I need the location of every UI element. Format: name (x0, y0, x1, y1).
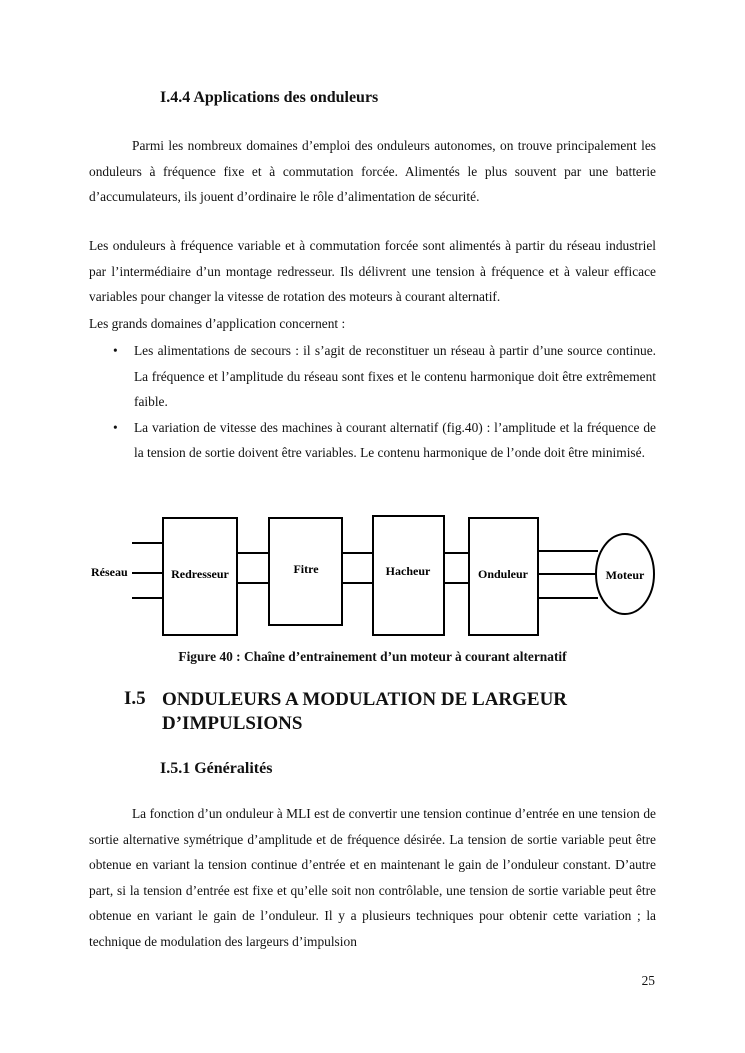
section-heading-1-4-4: I.4.4 Applications des onduleurs (160, 89, 379, 106)
hacheur-label: Hacheur (385, 564, 431, 578)
list-item (89, 338, 656, 415)
page-number: 25 (641, 973, 655, 988)
list-item-text: La variation de vitesse des machines à courant alternatif (fig.40) : l’amplitude et la fréquence de la tension de sortie doivent être variables. Le contenu harmonique de l’onde doit être minimisé. (134, 419, 656, 460)
list-item-text: Les alimentations de secours : il s’agit de reconstituer un réseau à partir d’une source continue. La fréquence et l’amplitude du réseau sont fixes et le contenu harmonique doit être extrêmement faible. (134, 343, 656, 409)
bullet-icon: • (113, 343, 118, 358)
application-list (89, 338, 656, 466)
reseau-label: Réseau (91, 565, 128, 579)
section-title-line1: ONDULEURS A MODULATION DE LARGEUR (162, 689, 568, 710)
section-title-1-5 (162, 688, 567, 736)
section-title-line2: D’IMPULSIONS (162, 713, 303, 734)
moteur-label: Moteur (605, 568, 645, 582)
figure-caption: Figure 40 : Chaîne d’entrainement d’un moteur à courant alternatif (178, 649, 567, 664)
list-item (89, 415, 656, 466)
redresseur-label: Redresseur (171, 567, 229, 581)
paragraph-variable-frequency: Les onduleurs à fréquence variable et à commutation forcée sont alimentés à partir du réseau industriel par l’intermédiaire d’un montage redresseur. Ils délivrent une tension à fréquence et à valeur efficace variables pour changer la vitesse de rotation des moteurs à courant alternatif. (89, 238, 656, 304)
bullet-icon: • (113, 419, 118, 435)
paragraph-fixed-frequency: Parmi les nombreux domaines d’emploi des onduleurs autonomes, on trouve principalement les onduleurs à fréquence fixe et à commutation forcée. Alimentés le plus souvent par une batterie d’accumulateurs, ils jouent d’ordinaire le rôle d’alimentation de sécurité. (89, 138, 656, 204)
section-number-1-5: I.5 (124, 688, 146, 709)
section-heading-1-5-1: I.5.1 Généralités (160, 760, 273, 777)
paragraph-application-domains: Les grands domaines d’application concernent : (89, 316, 346, 331)
drive-chain-diagram (88, 508, 658, 648)
filtre-label: Fitre (293, 562, 319, 576)
onduleur-label: Onduleur (477, 567, 529, 581)
paragraph-mli-generalities: La fonction d’un onduleur à MLI est de convertir une tension continue d’entrée en une tension de sortie alternative symétrique d’amplitude et de fréquence désirée. La tension de sortie variable peut être obtenue en variant la tension continue d’entrée et en maintenant le gain de l’onduleur constant. D’autre part, si la tension d’entrée est fixe et qu’elle soit non contrôlable, une tension de sortie variable peut être obtenue en variant le gain de l’onduleur. Il y a plusieurs techniques pour obtenir cette variation ; la technique de modulation des largeurs d’impulsion (89, 806, 656, 949)
